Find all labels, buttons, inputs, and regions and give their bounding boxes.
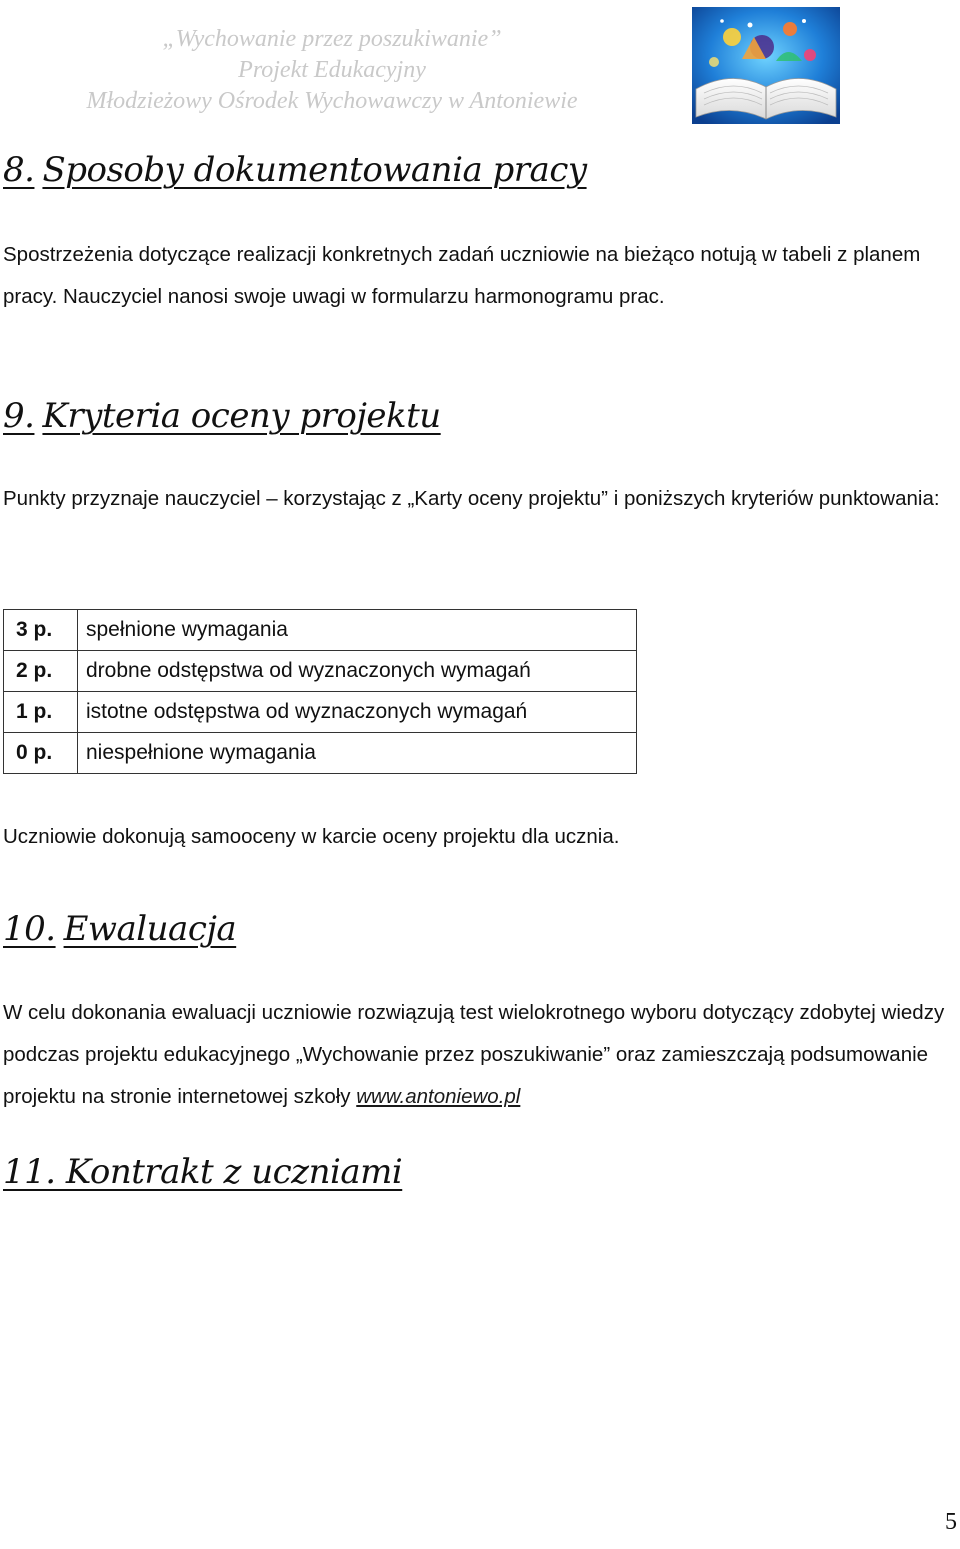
- section-10-title: Ewaluacja: [63, 909, 237, 949]
- criteria-description: istotne odstępstwa od wyznaczonych wymagań: [78, 692, 637, 733]
- open-book-logo-image: [692, 7, 840, 124]
- criteria-points: 1 p.: [4, 692, 78, 733]
- section-10-heading: [3, 909, 236, 949]
- criteria-points: 0 p.: [4, 733, 78, 774]
- section-9-number: 9.: [3, 396, 35, 436]
- section-9-intro: Punkty przyznaje nauczyciel – korzystając z „Karty oceny projektu” i poniższych kryteriów punktowania:: [3, 487, 940, 510]
- criteria-description: drobne odstępstwa od wyznaczonych wymagań: [78, 651, 637, 692]
- header-project-type: Projekt Edukacyjny: [238, 57, 426, 83]
- grading-criteria-table: [3, 609, 637, 774]
- section-8-number: 8.: [3, 150, 35, 190]
- section-10-text: [3, 992, 958, 1118]
- section-9-title: Kryteria oceny projektu: [42, 396, 441, 436]
- criteria-description: niespełnione wymagania: [78, 733, 637, 774]
- table-row: [4, 610, 637, 651]
- criteria-points: 2 p.: [4, 651, 78, 692]
- table-row: [4, 733, 637, 774]
- section-10-number: 10.: [3, 909, 56, 949]
- document-header: [52, 24, 612, 117]
- section-8-text: Spostrzeżenia dotyczące realizacji konkretnych zadań uczniowie na bieżąco notują w tabeli z planem pracy. Nauczyciel nanosi swoje uwagi w formularzu harmonogramu prac.: [3, 243, 921, 308]
- table-row: [4, 692, 637, 733]
- evaluation-description: W celu dokonania ewaluacji uczniowie rozwiązują test wielokrotnego wyboru dotyczący zdobytej wiedzy podczas projektu edukacyjnego „Wychowanie przez poszukiwanie” oraz zamieszczają podsumowanie projektu na stronie internetowej szkoły: [3, 1001, 945, 1108]
- section-8-title: Sposoby dokumentowania pracy: [42, 150, 587, 190]
- section-11-heading: 11. Kontrakt z uczniami: [3, 1152, 403, 1192]
- section-9-heading: [3, 396, 441, 436]
- header-project-title: „Wychowanie przez poszukiwanie”: [162, 26, 502, 52]
- self-assessment-note: Uczniowie dokonują samooceny w karcie oceny projektu dla ucznia.: [3, 825, 620, 848]
- page-number: 5: [945, 1509, 957, 1535]
- criteria-description: spełnione wymagania: [78, 610, 637, 651]
- table-row: [4, 651, 637, 692]
- section-8-heading: [3, 150, 587, 190]
- school-website-link[interactable]: www.antoniewo.pl: [356, 1085, 521, 1108]
- header-institution: Młodzieżowy Ośrodek Wychowawczy w Antoniewie: [86, 88, 578, 114]
- criteria-points: 3 p.: [4, 610, 78, 651]
